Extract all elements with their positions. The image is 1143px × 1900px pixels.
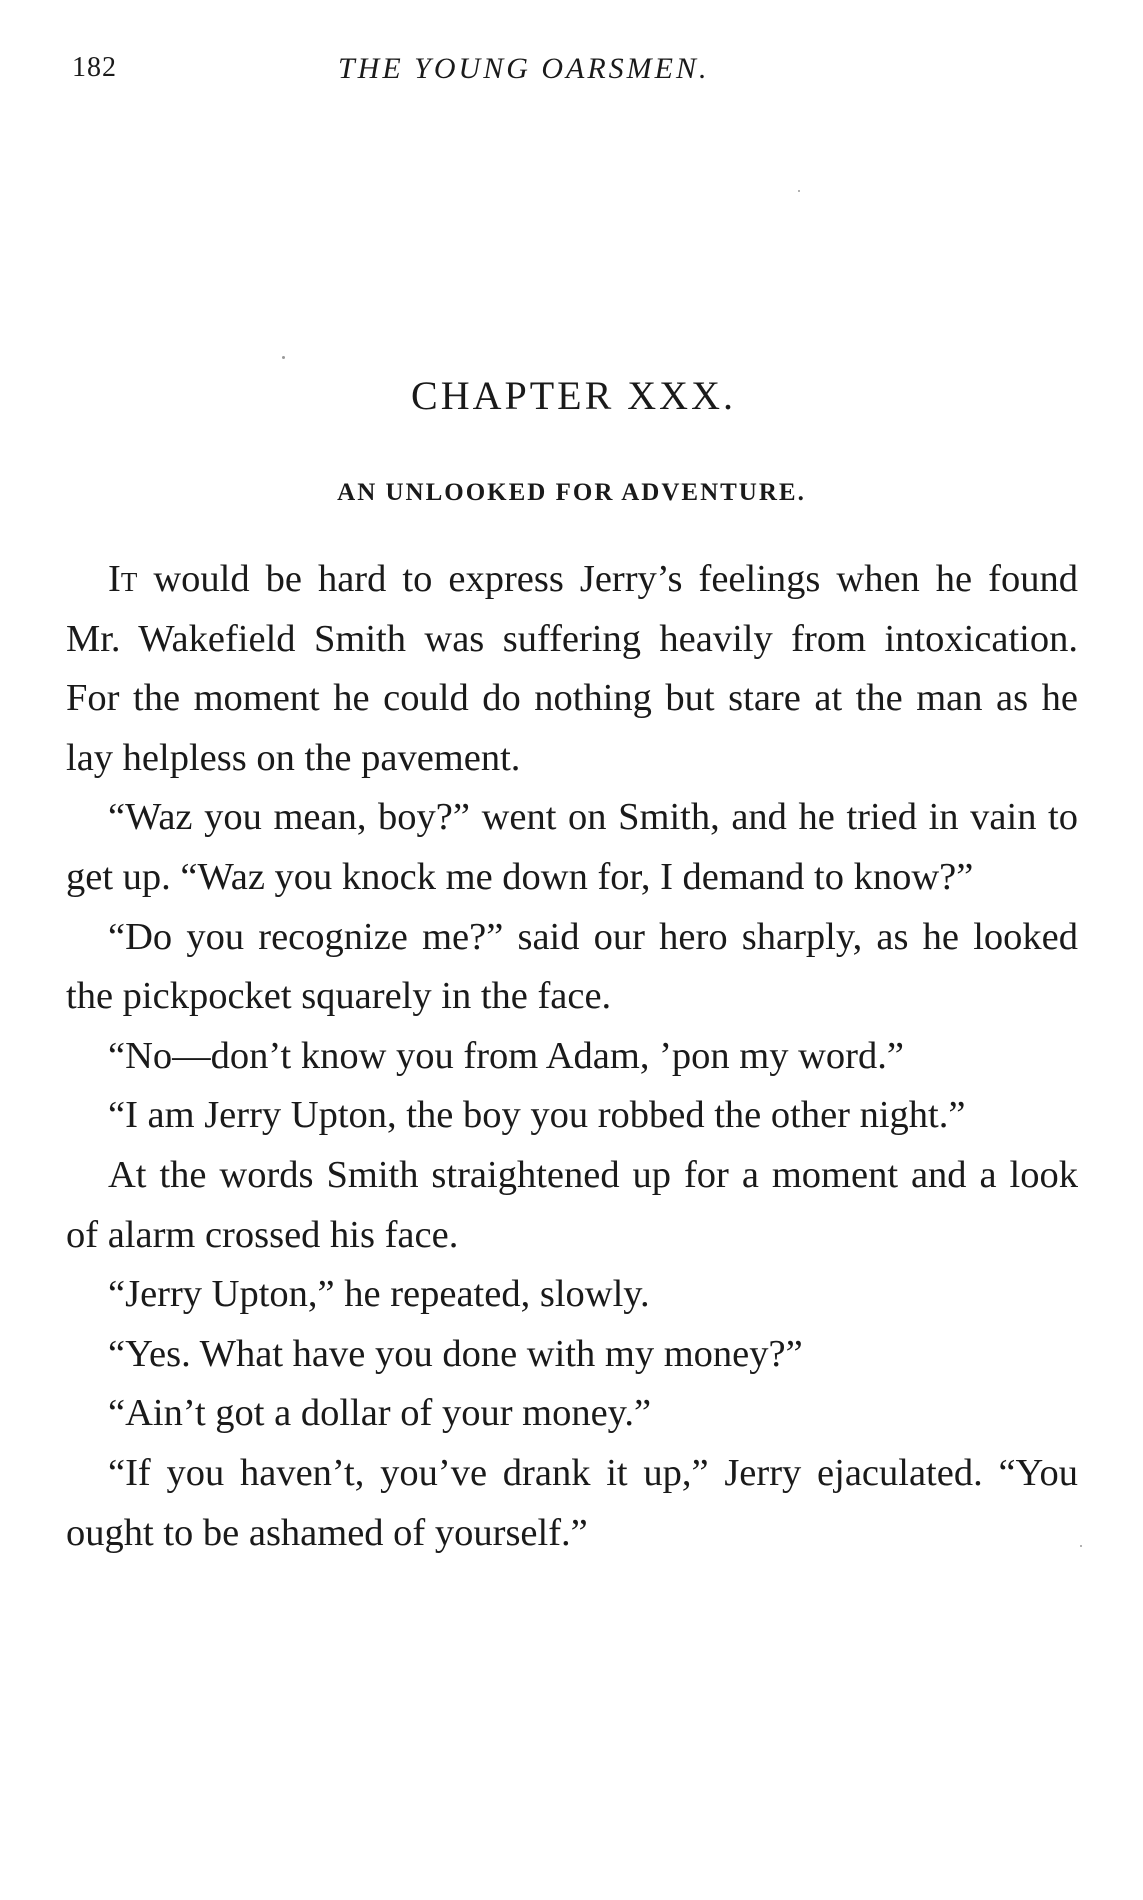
paragraph-9: “Ain’t got a dollar of your money.” xyxy=(108,1392,652,1435)
paragraph-4: “No—don’t know you from Adam, ’pon my word.” xyxy=(108,1034,904,1077)
paragraph-3: “Do you recognize me?” said our hero sharply, as he looked the pickpocket squarely in the face. xyxy=(66,915,1078,1018)
paper-speck xyxy=(798,190,800,192)
paragraph-10: “If you haven’t, you’ve drank it up,” Jerry ejaculated. “You ought to be ashamed of yourself.” xyxy=(66,1451,1078,1554)
paragraph-8: “Yes. What have you done with my money?” xyxy=(108,1332,803,1375)
chapter-number: CHAPTER XXX. xyxy=(411,373,736,418)
paragraph-7: “Jerry Upton,” he repeated, slowly. xyxy=(108,1273,650,1316)
paragraph-2: “Waz you mean, boy?” went on Smith, and he tried in vain to get up. “Waz you knock me down for, I demand to know?” xyxy=(66,796,1078,898)
paper-speck xyxy=(282,356,285,359)
page-number: 182 xyxy=(72,52,117,83)
paragraph-1 xyxy=(66,550,1078,788)
paragraph-6: At the words Smith straightened up for a moment and a look of alarm crossed his face. xyxy=(66,1153,1078,1256)
running-title: THE YOUNG OARSMEN. xyxy=(338,52,710,85)
paragraph-5: “I am Jerry Upton, the boy you robbed the other night.” xyxy=(108,1094,966,1137)
paragraph-dropcap: It xyxy=(108,558,138,600)
chapter-title: AN UNLOOKED FOR ADVENTURE. xyxy=(337,479,806,506)
chapter-body xyxy=(66,550,1078,1563)
paper-speck xyxy=(1080,1545,1082,1547)
running-head xyxy=(0,52,1143,92)
paragraph-text: would be hard to express Jerry’s feelings when he found Mr. Wakefield Smith was suffering heavily from intoxication. For the moment he could do nothing but stare at the man as he lay helpless on the pavement. xyxy=(66,558,1078,779)
